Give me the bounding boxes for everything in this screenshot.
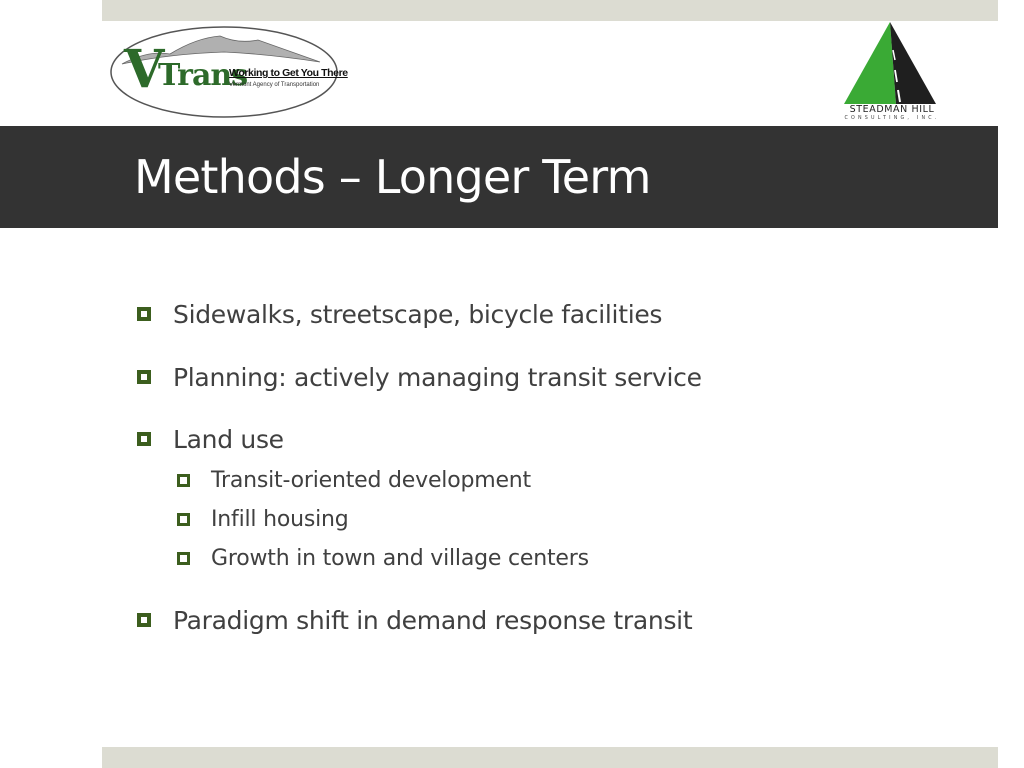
sub-bullet-box-icon <box>177 474 190 487</box>
bullet-text: Sidewalks, streetscape, bicycle facilities <box>173 299 663 329</box>
bullet-text: Planning: actively managing transit service <box>173 362 702 392</box>
bullet-box-icon <box>137 370 151 384</box>
bullet-box-icon <box>137 307 151 321</box>
bullet-item <box>137 296 662 332</box>
bullet-box-icon <box>137 432 151 446</box>
bullet-text: Paradigm shift in demand response transit <box>173 605 693 635</box>
sub-bullet-item <box>177 542 589 574</box>
slide-title: Methods – Longer Term <box>134 150 651 204</box>
sub-bullet-box-icon <box>177 552 190 565</box>
steadman-hill-subline: CONSULTING, INC. <box>844 116 940 121</box>
sub-bullet-text: Infill housing <box>211 506 349 532</box>
steadman-hill-name: STEADMAN HILL <box>849 104 935 115</box>
bullet-item <box>137 602 692 638</box>
steadman-hill-mountain-icon <box>842 20 938 104</box>
sub-bullet-item <box>177 464 531 496</box>
sub-bullet-text: Transit-oriented development <box>211 467 531 493</box>
sub-bullet-text: Growth in town and village centers <box>211 545 589 571</box>
vtrans-logo <box>108 24 348 120</box>
sub-bullet-item <box>177 503 349 535</box>
bullet-item <box>137 421 284 457</box>
vtrans-subline: Vermont Agency of Transportation <box>229 82 320 88</box>
steadman-hill-logo <box>832 20 952 126</box>
bullet-item <box>137 359 702 395</box>
top-decorative-band <box>102 0 998 21</box>
bullet-text: Land use <box>173 424 284 454</box>
vtrans-logo-trans: Trans <box>158 58 248 93</box>
sub-bullet-box-icon <box>177 513 190 526</box>
vtrans-logo-v: V <box>124 39 163 100</box>
vtrans-tagline: Working to Get You There <box>229 67 348 79</box>
bottom-decorative-band <box>102 747 998 768</box>
bullet-box-icon <box>137 613 151 627</box>
